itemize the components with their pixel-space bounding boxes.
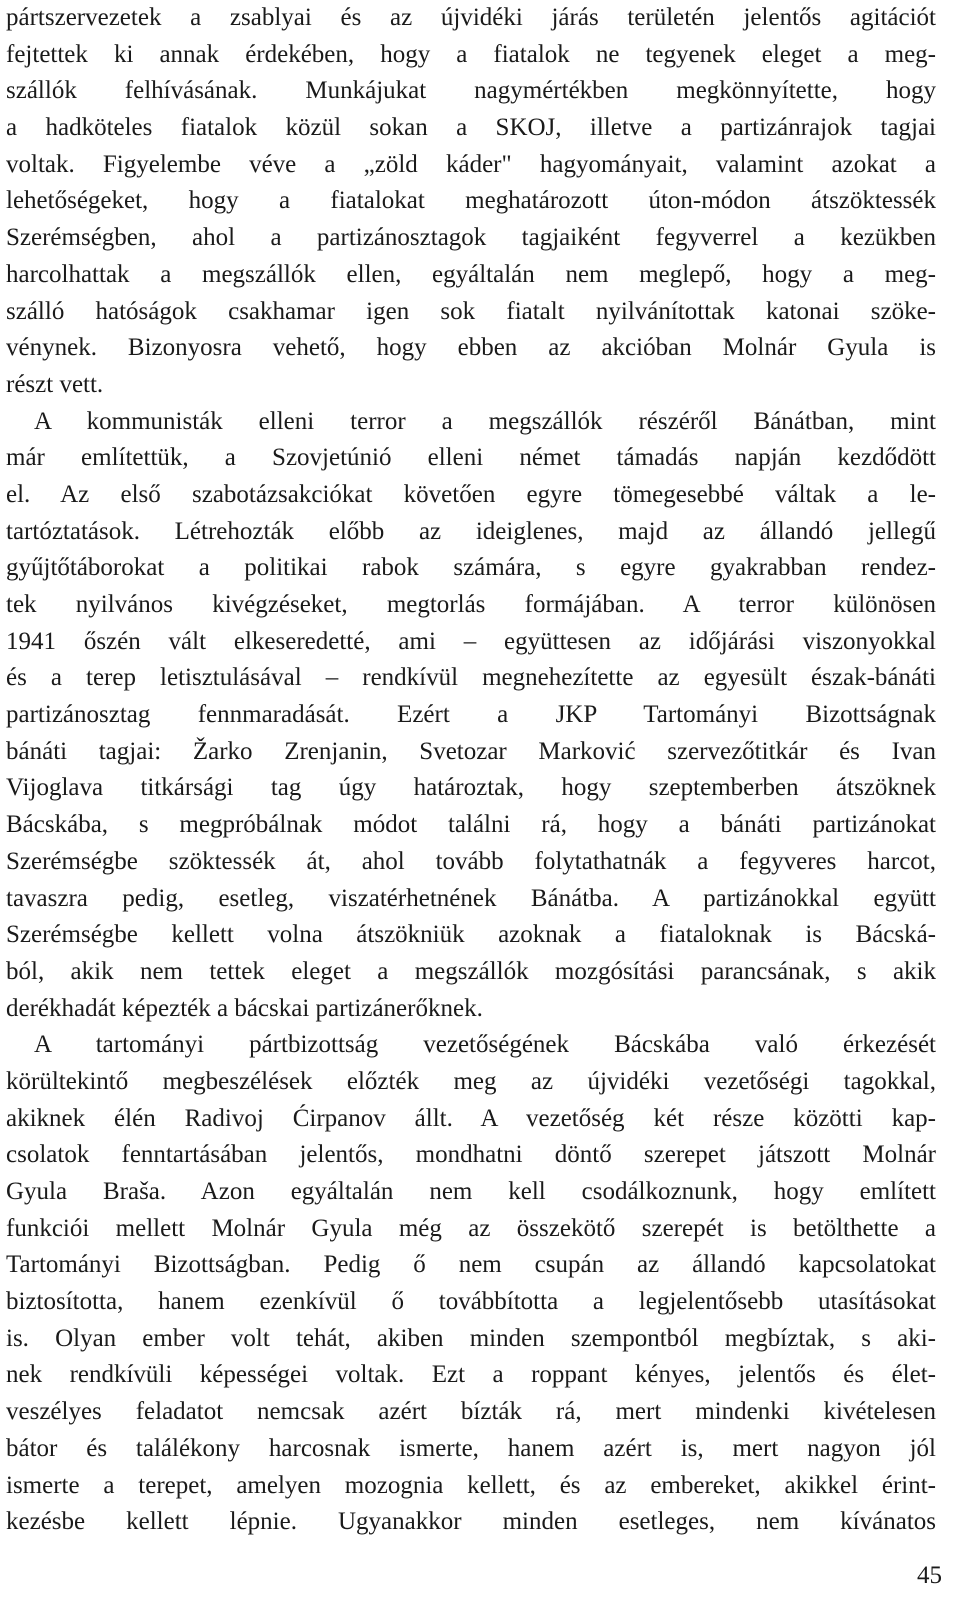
text-line: Szerémségbe szöktessék át, ahol tovább folytathatnák a fegyveres harcot,: [6, 847, 936, 875]
text-line: Vijoglava titkársági tag úgy határoztak, hogy szeptemberben átszöknek: [6, 774, 936, 802]
text-line: pártszervezetek a zsablyai és az újvidéki járás területén jelentős agitációt: [6, 4, 936, 31]
text-line: biztosította, hanem ezenkívül ő továbbította a legjelentősebb utasításokat: [6, 1288, 936, 1316]
text-line: fejtettek ki annak érdekében, hogy a fiatalok ne tegyenek eleget a meg-: [6, 40, 936, 68]
text-line: szállók felhívásának. Munkájukat nagymértékben megkönnyítette, hogy: [6, 77, 936, 105]
page-number: 45: [917, 1562, 942, 1589]
text-line: csolatok fenntartásában jelentős, mondhatni döntő szerepet játszott Molnár: [6, 1141, 936, 1169]
text-line: partizánosztag fennmaradását. Ezért a JKP Tartományi Bizottságnak: [6, 701, 936, 729]
text-line: akiknek élén Radivoj Ćirpanov állt. A vezetőség két része közötti kap-: [6, 1104, 936, 1132]
text-line: A tartományi pártbizottság vezetőségének Bácskába való érkezését: [34, 1031, 936, 1059]
paragraph-3: [6, 1027, 936, 1541]
text-line: Szerémségbe kellett volna átszökniük azoknak a fiataloknak is Bácská-: [6, 921, 936, 949]
text-line: Szerémségben, ahol a partizánosztagok tagjaiként fegyverrel a kezükben: [6, 224, 936, 252]
text-line: bátor és találékony harcosnak ismerte, hanem azért is, mert nagyon jól: [6, 1434, 936, 1462]
text-line: Tartományi Bizottságban. Pedig ő nem csupán az állandó kapcsolatokat: [6, 1251, 936, 1279]
paragraph-2: [6, 404, 936, 1028]
text-line: funkciói mellett Molnár Gyula még az összekötő szerepét is betölthette a: [6, 1214, 936, 1242]
text-line: veszélyes feladatot nemcsak azért bízták rá, mert mindenki kivételesen: [6, 1398, 936, 1426]
text-line: ismerte a terepet, amelyen mozognia kellett, és az embereket, akikkel érint-: [6, 1471, 936, 1499]
text-line: szálló hatóságok csakhamar igen sok fiatalt nyilvánítottak katonai szöke-: [6, 297, 936, 325]
text-line: már említettük, a Szovjetúnió elleni német támadás napján kezdődött: [6, 444, 936, 472]
text-line: tek nyilvános kivégzéseket, megtorlás formájában. A terror különösen: [6, 591, 936, 618]
text-line: részt vett.: [6, 370, 104, 398]
text-line: tartóztatások. Létrehozták előbb az ideiglenes, majd az állandó jellegű: [6, 517, 936, 545]
text-line: Gyula Braša. Azon egyáltalán nem kell csodálkoznunk, hogy említett: [6, 1178, 936, 1205]
text-line: harcolhattak a megszállók ellen, egyáltalán nem meglepő, hogy a meg-: [6, 260, 936, 288]
text-line: kezésbe kellett lépnie. Ugyanakkor minden esetleges, nem kívánatos: [6, 1508, 936, 1536]
text-line: bánáti tagjai: Žarko Zrenjanin, Svetozar Marković szervezőtitkár és Ivan: [6, 737, 936, 765]
text-line: nek rendkívüli képességei voltak. Ezt a roppant kényes, jelentős és élet-: [6, 1361, 936, 1389]
text-line: is. Olyan ember volt tehát, akiben minden szempontból megbíztak, s aki-: [6, 1324, 936, 1352]
text-line: Bácskába, s megpróbálnak módot találni rá, hogy a bánáti partizánokat: [6, 811, 936, 839]
text-line: lehetőségeket, hogy a fiatalokat meghatározott úton-módon átszöktessék: [6, 187, 936, 215]
text-line: ból, akik nem tettek eleget a megszállók mozgósítási parancsának, s akik: [6, 957, 936, 985]
text-line: el. Az első szabotázsakciókat követően egyre tömegesebbé váltak a le-: [6, 480, 936, 508]
paragraph-1: [6, 0, 936, 404]
document-page: [6, 0, 936, 1541]
text-line: a hadköteles fiatalok közül sokan a SKOJ, illetve a partizánrajok tagjai: [6, 114, 936, 142]
text-line: 1941 őszén vált elkeseredetté, ami – együttesen az időjárási viszonyokkal: [6, 627, 936, 655]
text-line: gyűjtőtáborokat a politikai rabok számára, s egyre gyakrabban rendez-: [6, 554, 936, 582]
text-line: körültekintő megbeszélések előzték meg az újvidéki vezetőségi tagokkal,: [6, 1067, 936, 1095]
text-line: voltak. Figyelembe véve a „zöld káder" hagyományait, valamint azokat a: [6, 150, 936, 178]
text-line: derékhadát képezték a bácskai partizánerőknek.: [6, 994, 483, 1022]
text-line: tavaszra pedig, esetleg, viszatérhetnének Bánátba. A partizánokkal együtt: [6, 884, 936, 912]
text-line: A kommunisták elleni terror a megszállók részéről Bánátban, mint: [34, 407, 936, 435]
text-line: és a terep letisztulásával – rendkívül megnehezítette az egyesült észak-bánáti: [6, 664, 936, 692]
text-line: vénynek. Bizonyosra vehető, hogy ebben az akcióban Molnár Gyula is: [6, 334, 936, 362]
